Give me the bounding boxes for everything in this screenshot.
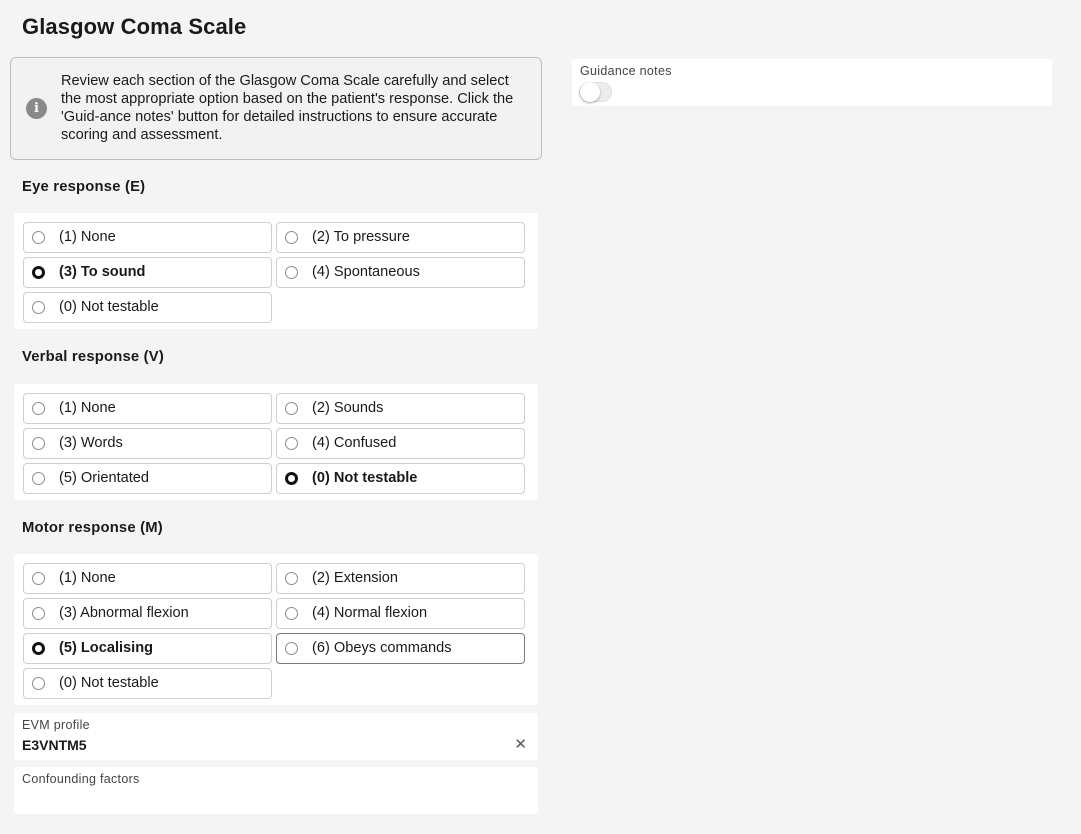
radio-button: [285, 402, 298, 415]
option-label: (0) Not testable: [59, 675, 159, 691]
option-label: (5) Localising: [59, 640, 154, 656]
radio-button: [285, 572, 298, 585]
evm-profile-label: EVM profile: [22, 718, 90, 732]
radio-button: [285, 642, 298, 655]
eye-response-group: [14, 213, 538, 329]
radio-button: [32, 607, 45, 620]
radio-button: [285, 472, 298, 485]
verbal-option-5[interactable]: [23, 463, 272, 494]
eye-option-2[interactable]: [276, 222, 525, 253]
verbal-option-0[interactable]: [276, 463, 525, 494]
verbal-option-3[interactable]: [23, 428, 272, 459]
evm-profile-value: E3VNTM5: [22, 737, 87, 753]
eye-option-1[interactable]: [23, 222, 272, 253]
evm-profile-field[interactable]: [14, 713, 538, 760]
toggle-knob: [580, 82, 600, 102]
radio-button: [32, 677, 45, 690]
close-icon[interactable]: ✕: [514, 735, 527, 753]
info-icon: i: [26, 98, 47, 119]
motor-option-1[interactable]: [23, 563, 272, 594]
option-label: (3) To sound: [59, 264, 146, 280]
info-text: Review each section of the Glasgow Coma Scale carefully and select the most appropriate option based on the patient's response. Click the 'Guid-ance notes' button for detailed instructions to ensure accurate scoring and assessment.: [61, 73, 514, 143]
confounding-factors-label: Confounding factors: [22, 772, 140, 786]
guidance-toggle[interactable]: [579, 82, 612, 102]
radio-button: [32, 301, 45, 314]
option-label: (0) Not testable: [312, 470, 418, 486]
eye-option-0[interactable]: [23, 292, 272, 323]
verbal-response-group: [14, 384, 538, 500]
option-label: (0) Not testable: [59, 299, 159, 315]
option-label: (4) Confused: [312, 435, 397, 451]
verbal-option-1[interactable]: [23, 393, 272, 424]
eye-response-heading: Eye response (E): [22, 179, 146, 195]
motor-response-heading: Motor response (M): [22, 520, 163, 536]
motor-response-group: [14, 554, 538, 705]
motor-option-4[interactable]: [276, 598, 525, 629]
option-label: (1) None: [59, 400, 116, 416]
eye-option-3[interactable]: [23, 257, 272, 288]
option-label: (6) Obeys commands: [312, 640, 452, 656]
option-label: (5) Orientated: [59, 470, 150, 486]
radio-button: [32, 231, 45, 244]
option-label: (1) None: [59, 570, 116, 586]
motor-option-2[interactable]: [276, 563, 525, 594]
radio-button: [32, 437, 45, 450]
radio-button: [285, 437, 298, 450]
motor-option-3[interactable]: [23, 598, 272, 629]
verbal-response-heading: Verbal response (V): [22, 349, 164, 365]
option-label: (3) Abnormal flexion: [59, 605, 189, 621]
radio-button: [285, 607, 298, 620]
verbal-option-4[interactable]: [276, 428, 525, 459]
option-label: (4) Normal flexion: [312, 605, 428, 621]
guidance-panel: [572, 59, 1052, 106]
option-label: (1) None: [59, 229, 116, 245]
motor-option-6[interactable]: [276, 633, 525, 664]
verbal-option-2[interactable]: [276, 393, 525, 424]
option-label: (2) Extension: [312, 570, 398, 586]
option-label: (4) Spontaneous: [312, 264, 420, 280]
option-label: (3) Words: [59, 435, 123, 451]
page-title: Glasgow Coma Scale: [22, 14, 247, 39]
confounding-factors-field[interactable]: [14, 767, 538, 814]
option-label: (2) To pressure: [312, 229, 410, 245]
eye-option-4[interactable]: [276, 257, 525, 288]
radio-button: [32, 642, 45, 655]
motor-option-5[interactable]: [23, 633, 272, 664]
radio-button: [285, 231, 298, 244]
radio-button: [32, 472, 45, 485]
info-box: [10, 57, 542, 160]
radio-button: [32, 266, 45, 279]
radio-button: [32, 572, 45, 585]
radio-button: [32, 402, 45, 415]
radio-button: [285, 266, 298, 279]
option-label: (2) Sounds: [312, 400, 384, 416]
motor-option-0[interactable]: [23, 668, 272, 699]
guidance-label: Guidance notes: [580, 64, 672, 78]
